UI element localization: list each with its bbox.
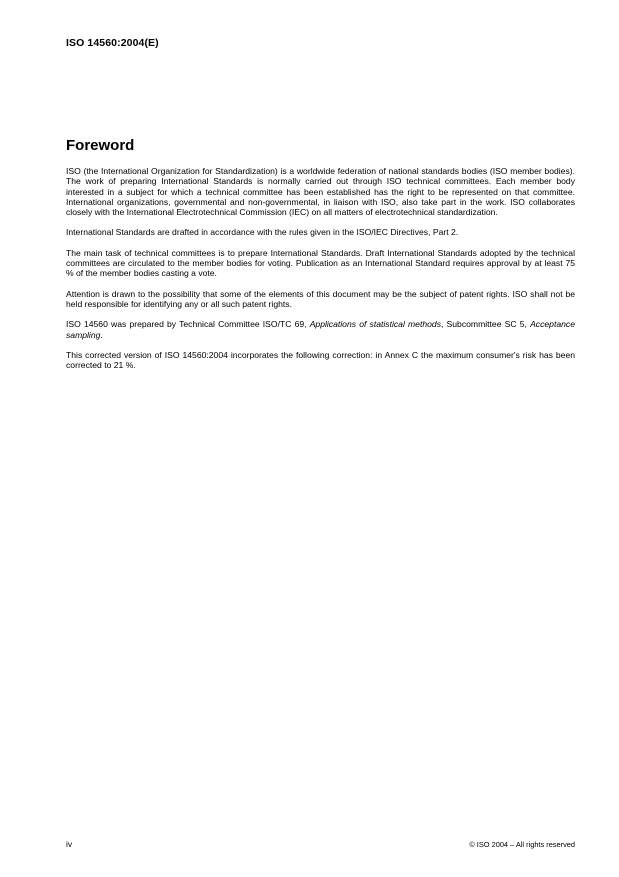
paragraph-preparation xyxy=(66,319,575,340)
subcommittee-name: Acceptance sampling xyxy=(66,319,575,340)
copyright-notice: © ISO 2004 – All rights reserved xyxy=(469,840,575,849)
paragraph-committee-task: The main task of technical committees is to prepare International Standards. Draft International Standards adopted by the technical committees are circulated to the member bodies for voting. Publication as an International Standard requires approval by at least 75 % of the member bodies casting a vote. xyxy=(66,247,575,279)
page-title: Foreword xyxy=(66,137,135,154)
paragraph-drafting-rules: International Standards are drafted in accordance with the rules given in the ISO/IEC Directives, Part 2. xyxy=(66,227,459,238)
page-number: iv xyxy=(66,839,73,849)
preparation-text-2: , Subcommittee SC 5, xyxy=(441,319,531,330)
paragraph-iso-federation: ISO (the International Organization for Standardization) is a worldwide federation of national standards bodies (ISO member bodies). The work of preparing International Standards is normally carried out through ISO technical committees. Each member body interested in a subject for which a technical committee has been established has the right to be represented on that committee. International organizations, governmental and non-governmental, in liaison with ISO, also take part in the work. ISO collaborates closely with the International Electrotechnical Commission (IEC) on all matters of electrotechnical standardization. xyxy=(66,166,575,218)
preparation-text-1: ISO 14560 was prepared by Technical Committee ISO/TC 69, xyxy=(66,319,310,330)
foreword-body xyxy=(66,166,575,380)
document-id: ISO 14560:2004(E) xyxy=(66,37,159,49)
paragraph-patent-rights: Attention is drawn to the possibility that some of the elements of this document may be the subject of patent rights. ISO shall not be held responsible for identifying any or all such patent rights. xyxy=(66,288,575,309)
paragraph-correction: This corrected version of ISO 14560:2004 incorporates the following correction: in Annex C the maximum consumer's risk has been corrected to 21 %. xyxy=(66,349,575,371)
preparation-text-3: . xyxy=(100,329,103,340)
committee-name: Applications of statistical methods xyxy=(309,319,441,330)
